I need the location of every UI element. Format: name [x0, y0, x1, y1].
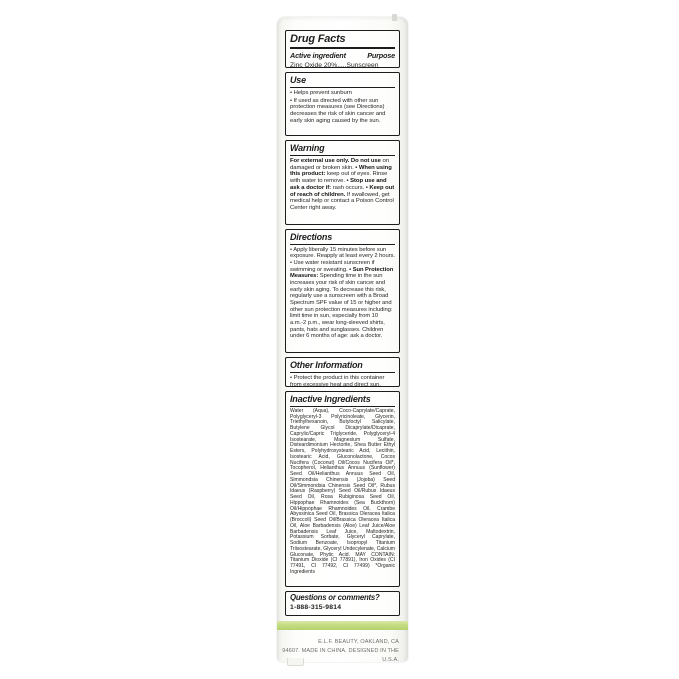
sunscreen-box-back-panel: [277, 17, 408, 662]
use-section-box: [285, 72, 400, 136]
questions-phone-number: 1-888-315-9814: [290, 603, 342, 611]
drug-facts-label: [285, 30, 400, 616]
inactive-ingredients-list: Water (Aqua), Coco-Caprylate/Caprate, Polyglyceryl-3 Polyricinoleate, Glycerin, Triethylhexanoin, Butyloctyl Salicylate, Butylene Glycol Dicaprylate/Dicaprate, Caprylic/Capric Triglyceride, Polyglyceryl-4 Isostearate, Magnesium Sulfate, Disteardimonium Hectorite, Shea Butter Ethyl Esters, Polyhydroxystearic Acid, Lecithin, Isostearic Acid, Gluconolactone, Cocos Nucifera (Coconut) Oil/Cocos Nucifera Oil*, Tocopherol, Helianthus Annuus (Sunflower) Seed Oil/Helianthus Annuus Seed Oil, Simmondsia Chinensis (Jojoba) Seed Oil/Simmondsia Chinensis Seed Oil*, Rubus Idaeus (Raspberry) Seed Oil/Rubus Idaeus Seed Oil, Rosa Rubiginosa Seed Oil, Hippophae Rhamnoides (Sea Buckthorn) Oil/Hippophae Rhamnoides Oil, Crambe Abyssinica Seed Oil, Brassica Oleracea Italica (Broccoli) Seed Oil/Brassica Oleracea Italica Oil, Aloe Barbadensis (Aloe) Leaf Juice/Aloe Barbadensis Leaf Juice, Maltodextrin, Potassium Sorbate, Glyceryl Caprylate, Sodium Benzoate, Isopropyl Titanium Triisostearate, Glyceryl Undecylenate, Calcium Gluconate, Phytic Acid. MAY CONTAIN: Titanium Dioxide (CI 77891), Iron Oxides (CI 77491, CI 77492, CI 77499) *Organic Ingredients: [290, 407, 395, 575]
questions-section-box: [285, 591, 400, 616]
warning-seg-swallowed: If swallowed, get medical help or contact a Poison Control Center right away.: [290, 191, 394, 212]
warning-seg-external-use: For external use only. Do not use: [290, 157, 381, 164]
questions-title: Questions or comments?: [290, 593, 380, 602]
other-information-body: • Protect the product in this container from excessive heat and direct sun.: [290, 374, 385, 387]
directions-seg-sun-protection: • Sun Protection Measures:: [290, 266, 394, 280]
warning-seg-rash: rash occurs.: [331, 184, 366, 191]
warning-seg-keep-out: • Keep out of reach of children.: [290, 184, 395, 198]
green-accent-stripe: [277, 621, 408, 630]
active-ingredient-header-row: [290, 51, 395, 60]
directions-title: Directions: [290, 232, 395, 245]
use-bullet-1: • Helps prevent sunburn: [290, 89, 352, 96]
warning-section-box: [285, 140, 400, 225]
inactive-ingredients-title: Inactive Ingredients: [290, 394, 395, 407]
use-body: [290, 90, 395, 125]
warning-seg-eyes: keep out of eyes. Rinse with water to remove.: [290, 171, 388, 185]
directions-seg-measures: Spending time in the sun increases your risk of skin cancer and early skin aging. To decrease this risk, regularly use a sunscreen with a Broad Spectrum SPF value of 15 or higher and other sun protection measures including: limit time in sun, especially from 10 a.m.-2 p.m., wear long-sleeved shirts, pants, hats and sunglasses. Children under 6 months of age: ask a doctor.: [290, 273, 393, 340]
warning-seg-damaged-skin: on damaged or broken skin.: [290, 157, 389, 171]
warning-seg-when-using: • When using this product:: [290, 164, 392, 178]
use-bullet-2: • If used as directed with other sun protection measures (see Directions) decreases the risk of skin cancer and early skin aging caused by the sun.: [290, 97, 386, 124]
directions-section-box: [285, 229, 400, 353]
drug-facts-header-box: [285, 30, 400, 68]
manufacturer-address-line1: E.L.F. BEAUTY, OAKLAND, CA: [318, 639, 399, 645]
directions-body: [290, 247, 395, 340]
warning-body: [290, 158, 395, 212]
warning-title: Warning: [290, 143, 395, 156]
other-information-section-box: [285, 357, 400, 387]
carton-crimp-tab: [392, 14, 397, 21]
active-ingredient-label: Active ingredient: [290, 51, 346, 61]
use-title: Use: [290, 75, 395, 88]
active-ingredient-value: Zinc Oxide 20%.....Sunscreen: [290, 61, 379, 68]
other-information-title: Other Information: [290, 360, 395, 373]
warning-seg-stop-use: • Stop use and ask a doctor if:: [290, 178, 387, 191]
carton-bottom-tab: [287, 658, 304, 666]
inactive-ingredients-section-box: [285, 391, 400, 587]
manufacturer-address-line2: 94607. MADE IN CHINA. DESIGNED IN THE U.S.A.: [282, 647, 399, 663]
purpose-label: Purpose: [367, 51, 395, 61]
directions-seg-apply: • Apply liberally 15 minutes before sun exposure. Reapply at least every 2 hours. • Use water resistant sunscreen if swimming or sweating.: [290, 246, 395, 273]
drug-facts-title: Drug Facts: [290, 33, 395, 49]
